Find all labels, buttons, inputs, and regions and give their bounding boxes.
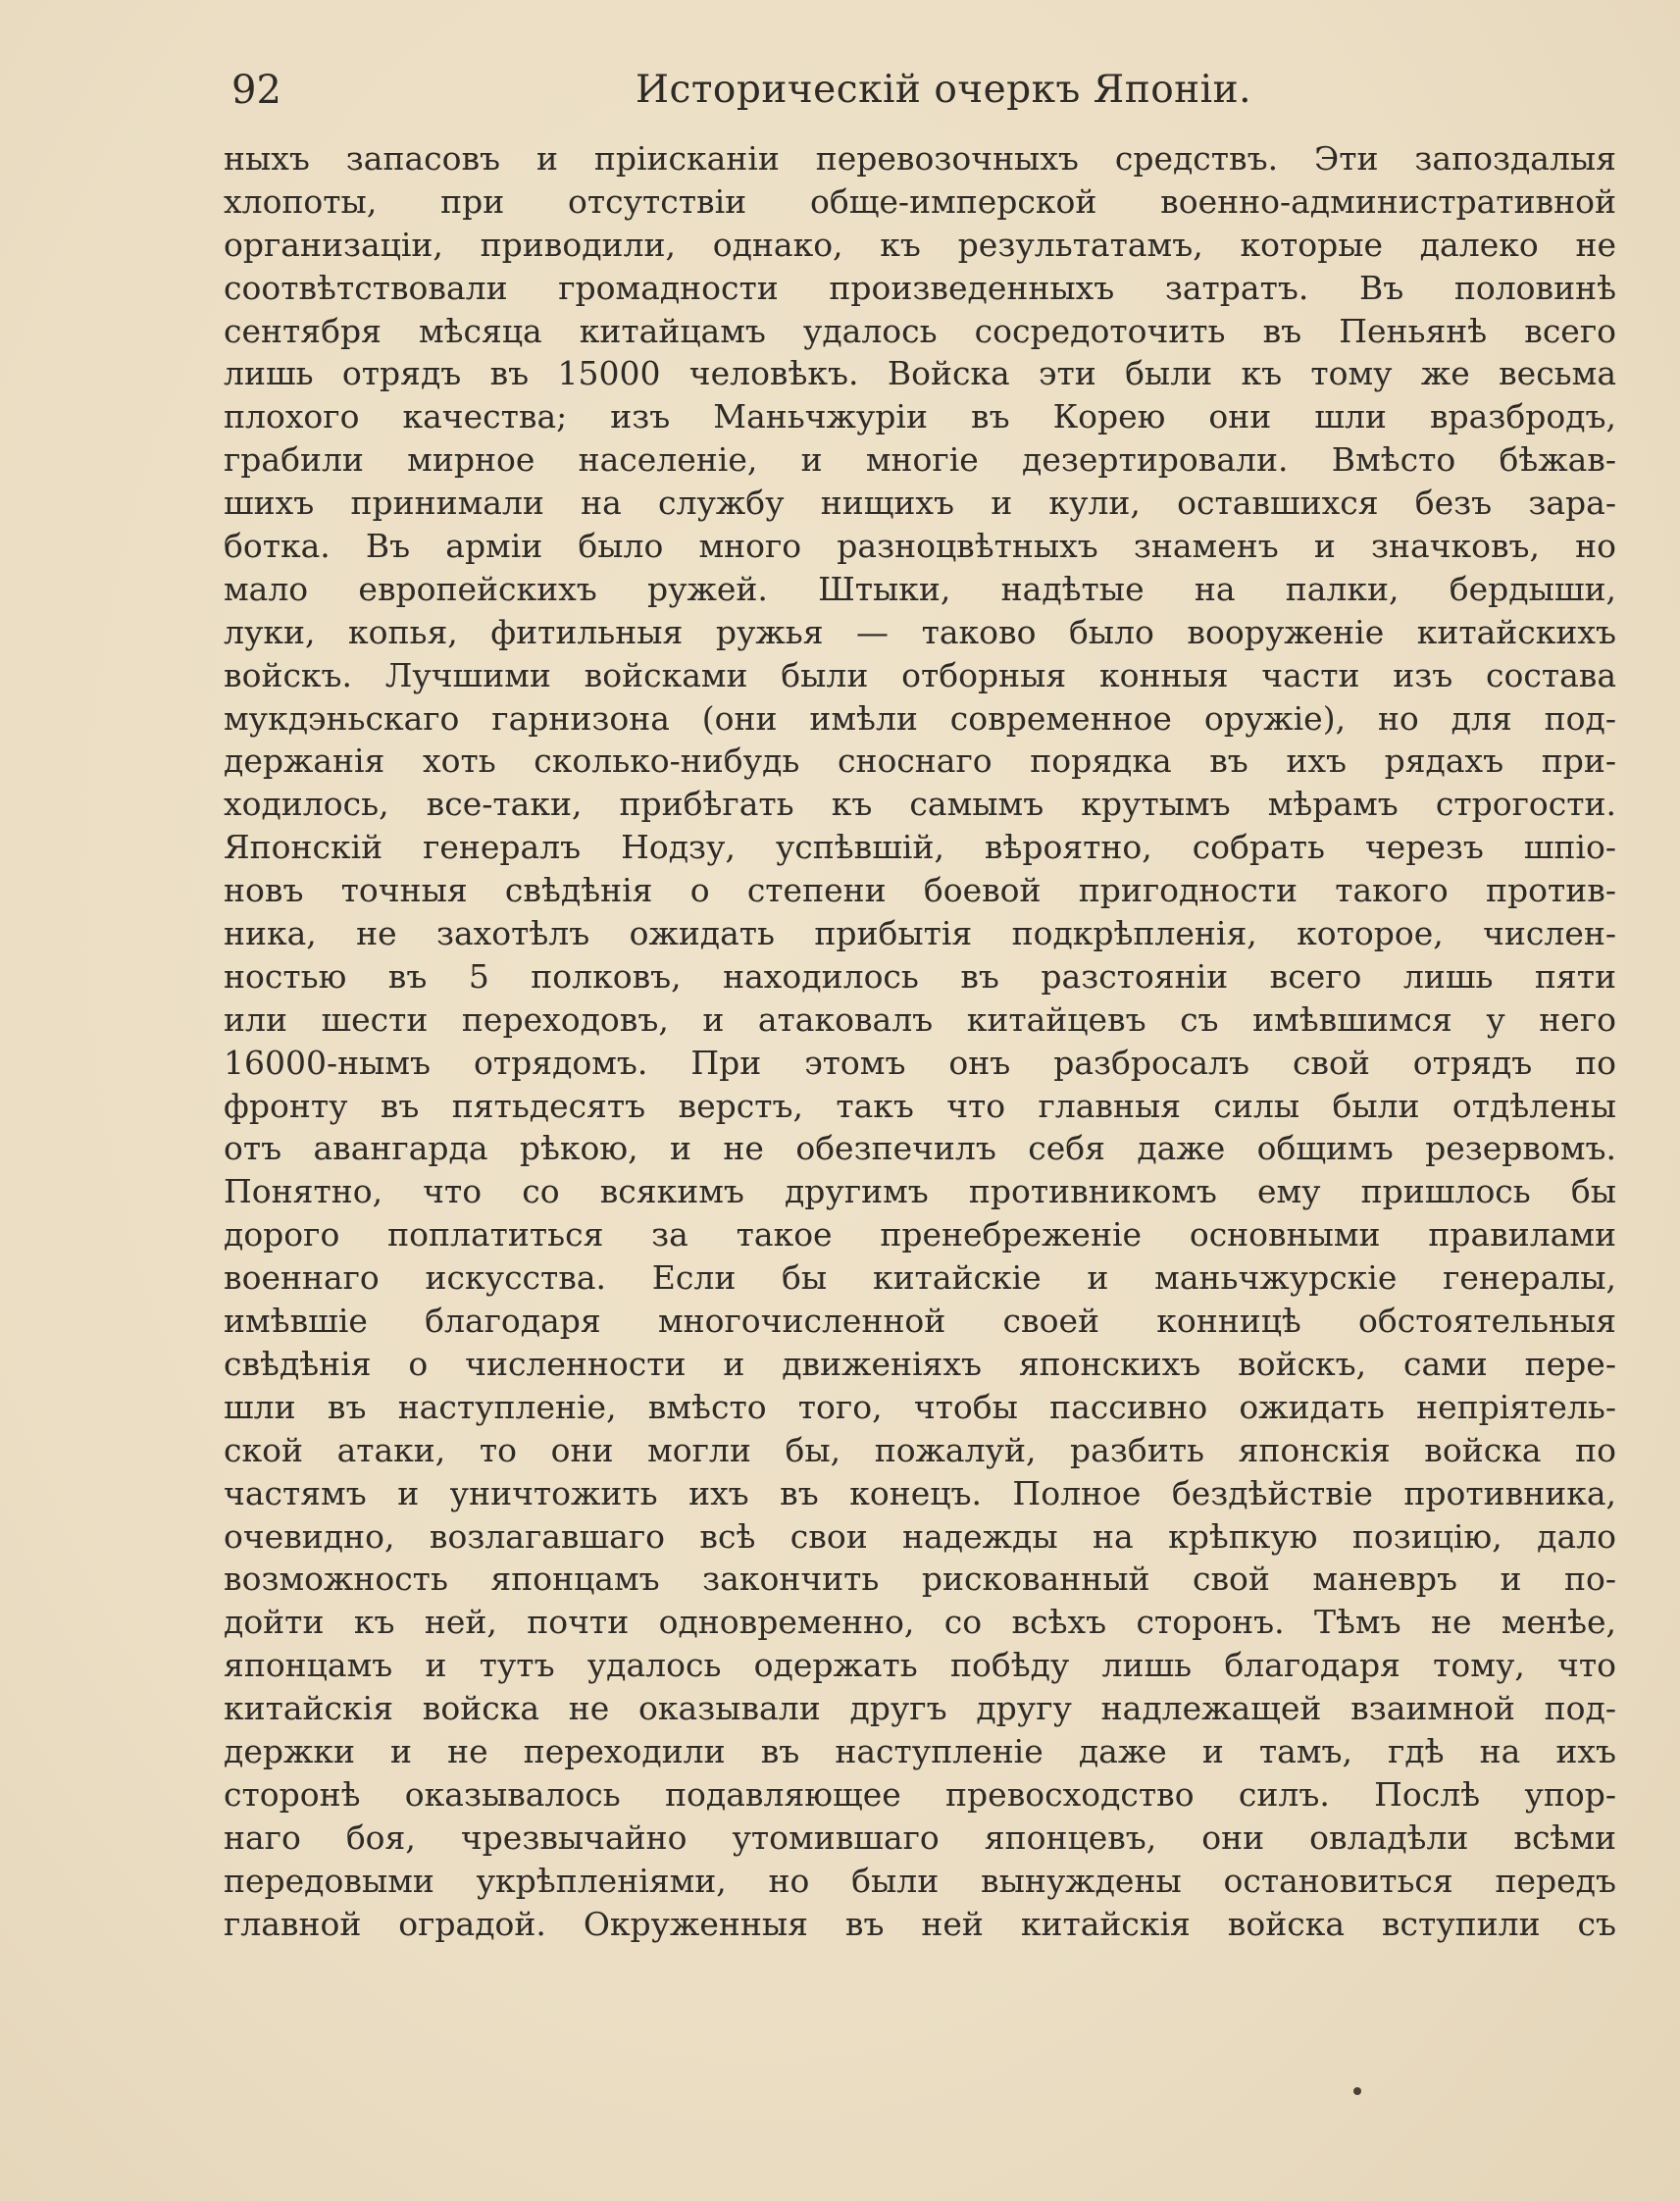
- text-line: войскъ. Лучшими войсками были отборныя конныя части изъ состава: [224, 655, 1616, 694]
- text-line: возможность японцамъ закончить рискованный свой маневръ и по-: [224, 1560, 1616, 1599]
- text-line: сентября мѣсяца китайцамъ удалось сосредоточить въ Пеньянѣ всего: [224, 311, 1616, 350]
- text-line: 16000-нымъ отрядомъ. При этомъ онъ разбросалъ свой отрядъ по: [224, 1043, 1616, 1082]
- text-line: фронту въ пятьдесятъ верстъ, такъ что главныя силы были отдѣлены: [224, 1086, 1616, 1125]
- text-line: дойти къ ней, почти одновременно, со всѣхъ сторонъ. Тѣмъ не менѣе,: [224, 1603, 1616, 1642]
- text-line: Японскій генералъ Нодзу, успѣвшій, вѣроятно, собрать черезъ шпіо-: [224, 828, 1616, 867]
- text-line: мукдэньскаго гарнизона (они имѣли современное оружіе), но для под-: [224, 698, 1616, 738]
- ink-speck: [1353, 2087, 1361, 2095]
- text-line: новъ точныя свѣдѣнія о степени боевой пригодности такого против-: [224, 871, 1616, 910]
- body-text: [224, 137, 1616, 1945]
- text-line: держки и не переходили въ наступленіе даже и тамъ, гдѣ на ихъ: [224, 1731, 1616, 1770]
- text-line: имѣвшіе благодаря многочисленной своей конницѣ обстоятельныя: [224, 1302, 1616, 1341]
- text-line: ныхъ запасовъ и пріисканіи перевозочныхъ средствъ. Эти запоздалыя: [224, 139, 1616, 178]
- text-line: хлопоты, при отсутствіи обще-имперской военно-административной: [224, 181, 1616, 221]
- text-line: китайскія войска не оказывали другъ другу надлежащей взаимной под-: [224, 1689, 1616, 1728]
- text-line: соотвѣтствовали громадности произведенныхъ затратъ. Въ половинѣ: [224, 268, 1616, 307]
- text-line: лишь отрядъ въ 15000 человѣкъ. Войска эти были къ тому же весьма: [224, 354, 1616, 393]
- text-line: организаціи, приводили, однако, къ результатамъ, которые далеко не: [224, 225, 1616, 264]
- text-line: ботка. Въ арміи было много разноцвѣтныхъ знаменъ и значковъ, но: [224, 527, 1616, 566]
- text-line: главной оградой. Окруженныя въ ней китайскія войска вступили съ: [224, 1904, 1616, 1943]
- text-line: отъ авангарда рѣкою, и не обезпечилъ себя даже общимъ резервомъ.: [224, 1129, 1616, 1168]
- text-line: плохого качества; изъ Маньчжуріи въ Корею они шли вразбродъ,: [224, 397, 1616, 436]
- running-header: [224, 61, 1616, 120]
- running-title: Историческій очеркъ Японіи.: [636, 68, 1252, 112]
- text-line: Понятно, что со всякимъ другимъ противникомъ ему пришлось бы: [224, 1172, 1616, 1211]
- text-line: грабили мирное населеніе, и многіе дезертировали. Вмѣсто бѣжав-: [224, 440, 1616, 480]
- text-line: свѣдѣнія о численности и движеніяхъ японскихъ войскъ, сами пере-: [224, 1344, 1616, 1383]
- text-line: военнаго искусства. Если бы китайскіе и маньчжурскіе генералы,: [224, 1258, 1616, 1298]
- page-number: 92: [231, 68, 281, 113]
- text-line: японцамъ и тутъ удалось одержать побѣду лишь благодаря тому, что: [224, 1646, 1616, 1685]
- text-line: мало европейскихъ ружей. Штыки, надѣтые на палки, бердыши,: [224, 569, 1616, 608]
- text-line: шли въ наступленіе, вмѣсто того, чтобы пассивно ожидать непріятель-: [224, 1387, 1616, 1426]
- text-line: дорого поплатиться за такое пренебреженіе основными правилами: [224, 1215, 1616, 1254]
- text-line: держанія хоть сколько-нибудь сноснаго порядка въ ихъ рядахъ при-: [224, 742, 1616, 781]
- text-line: ходилось, все-таки, прибѣгать къ самымъ крутымъ мѣрамъ строгости.: [224, 785, 1616, 824]
- text-line: ностью въ 5 полковъ, находилось въ разстояніи всего лишь пяти: [224, 956, 1616, 996]
- text-line: ника, не захотѣлъ ожидать прибытія подкрѣпленія, которое, числен-: [224, 914, 1616, 953]
- text-line: наго боя, чрезвычайно утомившаго японцевъ, они овладѣли всѣми: [224, 1817, 1616, 1857]
- text-line: луки, копья, фитильныя ружья — таково было вооруженіе китайскихъ: [224, 612, 1616, 651]
- text-line: частямъ и уничтожить ихъ въ конецъ. Полное бездѣйствіе противника,: [224, 1473, 1616, 1512]
- text-line: сторонѣ оказывалось подавляющее превосходство силъ. Послѣ упор-: [224, 1774, 1616, 1814]
- text-line: передовыми укрѣпленіями, но были вынуждены остановиться передъ: [224, 1861, 1616, 1900]
- text-line: очевидно, возлагавшаго всѣ свои надежды на крѣпкую позицію, дало: [224, 1516, 1616, 1556]
- text-line: шихъ принимали на службу нищихъ и кули, оставшихся безъ зара-: [224, 484, 1616, 523]
- text-line: ской атаки, то они могли бы, пожалуй, разбить японскія войска по: [224, 1430, 1616, 1469]
- text-line: или шести переходовъ, и атаковалъ китайцевъ съ имѣвшимся у него: [224, 999, 1616, 1039]
